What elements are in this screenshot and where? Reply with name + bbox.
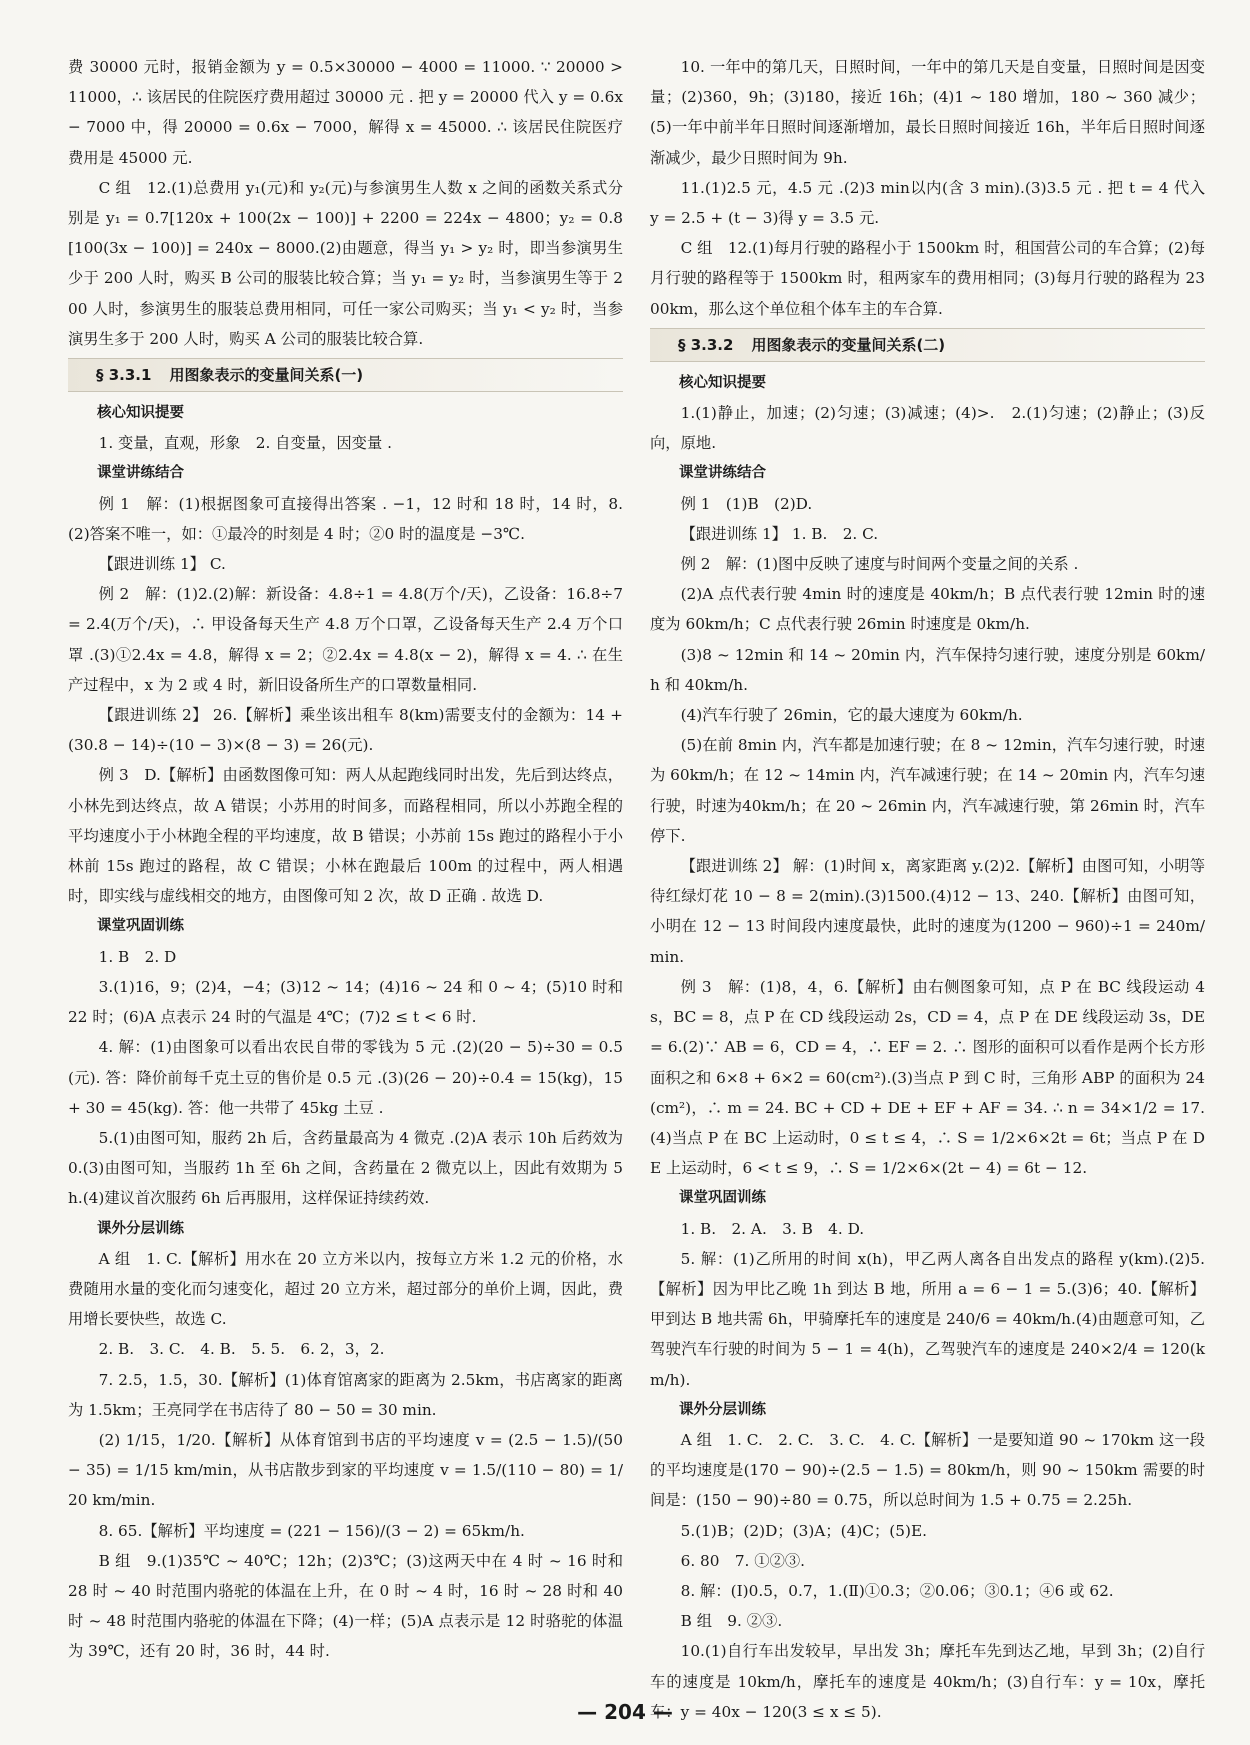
answer-text: 2. B. 3. C. 4. B. 5. 5. 6. 2，3，2.: [98, 1340, 385, 1359]
answer-text: (5)在前 8min 内，汽车都是加速行驶；在 8 ~ 12min，汽车匀速行驶，时速为 60km/h；在 12 ~ 14min 内，汽车减速行驶；在 14 ~ 20min 内，汽车匀速行驶，时速为40km/h；在 20 ~ 26min 内，汽车减速行驶，第 26min 时，汽车停下.: [650, 736, 1205, 845]
right-column: [650, 52, 1205, 1727]
subheading: 课堂讲练结合: [679, 465, 766, 482]
answer-text: C 组 12.(1)总费用 y₁(元)和 y₂(元)与参演男生人数 x 之间的函数关系式分别是 y₁ = 0.7[120x + 100(2x − 100)] + 2200 = 224x − 4800；y₂ = 0.8[100(3x − 100)] = 240x − 8000.(2)由题意，得当 y₁ > y₂ 时，即当参演男生少于 200 人时，购买 B 公司的服装比较合算；当 y₁ = y₂ 时，当参演男生等于 200 人时，参演男生的服装总费用相同，可任一家公司购买；当 y₁ < y₂ 时，当参演男生多于 200 人时，购买 A 公司的服装比较合算.: [68, 178, 623, 348]
page-number: — 204 —: [577, 1700, 673, 1724]
subheading: 课堂巩固训练: [679, 1190, 766, 1207]
answer-text: 11.(1)2.5 元，4.5 元 .(2)3 min以内(含 3 min).(3)3.5 元 . 把 t = 4 代入 y = 2.5 + (t − 3)得 y = 3.5 元.: [650, 178, 1205, 228]
answer-text: 例 2 解：(1)2.(2)解：新设备：4.8÷1 = 4.8(万个/天)，乙设备：16.8÷7 = 2.4(万个/天)，∴ 甲设备每天生产 4.8 万个口罩，乙设备每天生产 2.4 万个口罩 .(3)①2.4x = 4.8，解得 x = 2；②2.4x = 4.8(x − 2)，解得 x = 4. ∴ 在生产过程中，x 为 2 或 4 时，新旧设备所生产的口罩数量相同.: [68, 585, 623, 694]
answer-text: (4)汽车行驶了 26min，它的最大速度为 60km/h.: [680, 706, 1023, 725]
answer-text: 4. 解：(1)由图象可以看出农民自带的零钱为 5 元 .(2)(20 − 5)÷30 = 0.5(元). 答：降价前每千克土豆的售价是 0.5 元 .(3)(26 − 20)÷0.4 = 15(kg)，15 + 30 = 45(kg). 答：他一共带了 45kg 土豆 .: [68, 1038, 623, 1117]
answer-text: 例 1 (1)B (2)D.: [680, 494, 813, 513]
subheading: 课堂讲练结合: [97, 465, 184, 482]
section-header: [68, 358, 623, 392]
answer-text: 3.(1)16，9；(2)4，−4；(3)12 ~ 14；(4)16 ~ 24 和 0 ~ 4；(5)10 时和 22 时；(6)A 点表示 24 时的气温是 4℃；(7)2 ≤ t < 6 时.: [68, 977, 623, 1027]
subheading: 核心知识提要: [97, 405, 184, 422]
answer-text: B 组 9. ②③.: [680, 1612, 783, 1631]
answer-text: 1. B 2. D: [98, 947, 177, 966]
section-number: § 3.3.1: [96, 366, 152, 385]
answer-text: A 组 1. C. 2. C. 3. C. 4. C.【解析】一是要知道 90 ~ 170km 这一段的平均速度是(170 − 90)÷(2.5 − 1.5) = 80km/h，则 90 ~ 150km 需要的时间是：(150 − 90)÷80 = 0.75，所以总时间为 1.5 + 0.75 = 2.25h.: [650, 1430, 1205, 1510]
answer-text: (3)8 ~ 12min 和 14 ~ 20min 内，汽车保持匀速行驶，速度分别是 60km/h 和 40km/h.: [650, 645, 1205, 694]
answer-text: 例 2 解：(1)图中反映了速度与时间两个变量之间的关系 .: [680, 555, 1079, 574]
answer-text: 【跟进训练 2】 26.【解析】乘坐该出租车 8(km)需要支付的金额为：14 + (30.8 − 14)÷(10 − 3)×(8 − 3) = 26(元).: [68, 706, 623, 755]
section-number: § 3.3.2: [678, 335, 734, 354]
answer-text: 【跟进训练 1】 1. B. 2. C.: [680, 524, 879, 543]
answer-text: A 组 1. C.【解析】用水在 20 立方米以内，按每立方米 1.2 元的价格，水费随用水量的变化而匀速变化，超过 20 立方米，超过部分的单价上调，因此，费用增长要快些，故选 C.: [68, 1249, 623, 1329]
subheading: 课堂巩固训练: [97, 918, 184, 935]
answer-text: 10.(1)自行车出发较早，早出发 3h；摩托车先到达乙地，早到 3h；(2)自行车的速度是 10km/h，摩托车的速度是 40km/h；(3)自行车：y = 10x，摩托车：y = 40x − 120(3 ≤ x ≤ 5).: [650, 1642, 1205, 1721]
answer-text: 5.(1)B；(2)D；(3)A；(4)C；(5)E.: [680, 1521, 928, 1540]
subheading: 课外分层训练: [97, 1220, 184, 1237]
answer-text: 1. 变量，直观，形象 2. 自变量，因变量 .: [98, 434, 392, 453]
answer-text: 6. 80 7. ①②③.: [680, 1551, 806, 1570]
answer-text: 1.(1)静止，加速；(2)匀速；(3)减速；(4)>. 2.(1)匀速；(2)静止；(3)反向，原地.: [650, 404, 1205, 453]
answer-text: 例 3 解：(1)8，4，6.【解析】由右侧图象可知，点 P 在 BC 线段运动 4s，BC = 8，点 P 在 CD 线段运动 2s，CD = 4，点 P 在 DE 线段运动 3s，DE = 6.(2)∵ AB = 6，CD = 4，∴ EF = 2. ∴ 图形的面积可以看作是两个长方形面积之和 6×8 + 6×2 = 60(cm²).(3)当点 P 到 C 时，三角形 ABP 的面积为 24(cm²)，∴ m = 24. BC + CD + DE + EF + AF = 34. ∴ n = 34×1/2 = 17.(4)当点 P 在 BC 上运动时，0 ≤ t ≤ 4，∴ S = 1/2×6×2t = 6t；当点 P 在 DE 上运动时，6 < t ≤ 9，∴ S = 1/2×6×(2t − 4) = 6t − 12.: [650, 977, 1205, 1178]
section-title: 用图象表示的变量间关系(一): [169, 366, 364, 385]
section-title: 用图象表示的变量间关系(二): [751, 335, 946, 354]
answer-text: 5.(1)由图可知，服药 2h 后，含药量最高为 4 微克 .(2)A 表示 10h 后药效为 0.(3)由图可知，当服药 1h 至 6h 之间，含药量在 2 微克以上，因此有效期为 5h.(4)建议首次服药 6h 后再服用，这样保证持续药效.: [68, 1128, 623, 1208]
answer-text: (2) 1/15，1/20.【解析】从体育馆到书店的平均速度 v = (2.5 − 1.5)/(50 − 35) = 1/15 km/min，从书店散步到家的平均速度 v = 1.5/(110 − 80) = 1/20 km/min.: [68, 1430, 623, 1510]
answer-text: B 组 9.(1)35℃ ~ 40℃；12h；(2)3℃；(3)这两天中在 4 时 ~ 16 时和 28 时 ~ 40 时范围内骆驼的体温在上升，在 0 时 ~ 4 时，16 时 ~ 28 时和 40 时 ~ 48 时范围内骆驼的体温在下降；(4)一样；(5)A 点表示是 12 时骆驼的体温为 39℃，还有 20 时，36 时，44 时.: [68, 1551, 623, 1661]
left-column: [68, 52, 639, 1667]
answer-text: 8. 解：(Ⅰ)0.5，0.7，1.(Ⅱ)①0.3；②0.06；③0.1；④6 或 62.: [680, 1581, 1114, 1600]
subheading: 课外分层训练: [679, 1401, 766, 1418]
answer-text: 费 30000 元时，报销金额为 y = 0.5×30000 − 4000 = 11000. ∵ 20000 > 11000，∴ 该居民的住院医疗费用超过 30000 元 . 把 y = 20000 代入 y = 0.6x − 7000 中，得 20000 = 0.6x − 7000，解得 x = 45000. ∴ 该居民住院医疗费用是 45000 元.: [68, 58, 623, 167]
subheading: 核心知识提要: [679, 374, 766, 391]
answer-text: 8. 65.【解析】平均速度 = (221 − 156)/(3 − 2) = 65km/h.: [98, 1521, 525, 1540]
section-header: [650, 328, 1205, 362]
answer-text: 【跟进训练 1】 C.: [98, 555, 226, 574]
answer-text: 1. B. 2. A. 3. B 4. D.: [680, 1219, 865, 1238]
answer-text: 【跟进训练 2】 解：(1)时间 x，离家距离 y.(2)2.【解析】由图可知，小明等待红绿灯花 10 − 8 = 2(min).(3)1500.(4)12 − 13、240.【解析】由图可知，小明在 12 − 13 时间段内速度最快，此时的速度为(1200 − 960)÷1 = 240m/min.: [650, 857, 1205, 966]
answer-text: 7. 2.5，1.5，30.【解析】(1)体育馆离家的距离为 2.5km，书店离家的距离为 1.5km；王亮同学在书店待了 80 − 50 = 30 min.: [68, 1370, 623, 1419]
answer-text: 5. 解：(1)乙所用的时间 x(h)，甲乙两人离各自出发点的路程 y(km).(2)5.【解析】因为甲比乙晚 1h 到达 B 地，所用 a = 6 − 1 = 5.(3)6；40.【解析】甲到达 B 地共需 6h，甲骑摩托车的速度是 240/6 = 40km/h.(4)由题意可知，乙驾驶汽车行驶的时间为 5 − 1 = 4(h)，乙驾驶汽车的速度是 240×2/4 = 120(km/h).: [650, 1249, 1205, 1389]
answer-text: 例 3 D.【解析】由函数图像可知：两人从起跑线同时出发，先后到达终点，小林先到达终点，故 A 错误；小苏用的时间多，而路程相同，所以小苏跑全程的平均速度小于小林跑全程的平均速度，故 B 错误；小苏前 15s 跑过的路程小于小林前 15s 跑过的路程，故 C 错误；小林在跑最后 100m 的过程中，两人相遇时，即实线与虚线相交的地方，由图像可知 2 次，故 D 正确 . 故选 D.: [68, 766, 623, 906]
answer-text: 例 1 解：(1)根据图象可直接得出答案 . −1，12 时和 18 时，14 时，8. (2)答案不唯一，如：①最冷的时刻是 4 时；②0 时的温度是 −3℃.: [68, 494, 639, 543]
answer-text: C 组 12.(1)每月行驶的路程小于 1500km 时，租国营公司的车合算；(2)每月行驶的路程等于 1500km 时，租两家车的费用相同；(3)每月行驶的路程为 2300km，那么这个单位租个体车主的车合算.: [650, 239, 1205, 318]
answer-text: (2)A 点代表行驶 4min 时的速度是 40km/h；B 点代表行驶 12min 时的速度为 60km/h；C 点代表行驶 26min 时速度是 0km/h.: [650, 585, 1205, 634]
answer-text: 10. 一年中的第几天，日照时间，一年中的第几天是自变量，日照时间是因变量；(2)360，9h；(3)180，接近 16h；(4)1 ~ 180 增加，180 ~ 360 减少；(5)一年中前半年日照时间逐渐增加，最长日照时间接近 16h，半年后日照时间逐渐减少，最少日照时间为 9h.: [650, 58, 1205, 167]
